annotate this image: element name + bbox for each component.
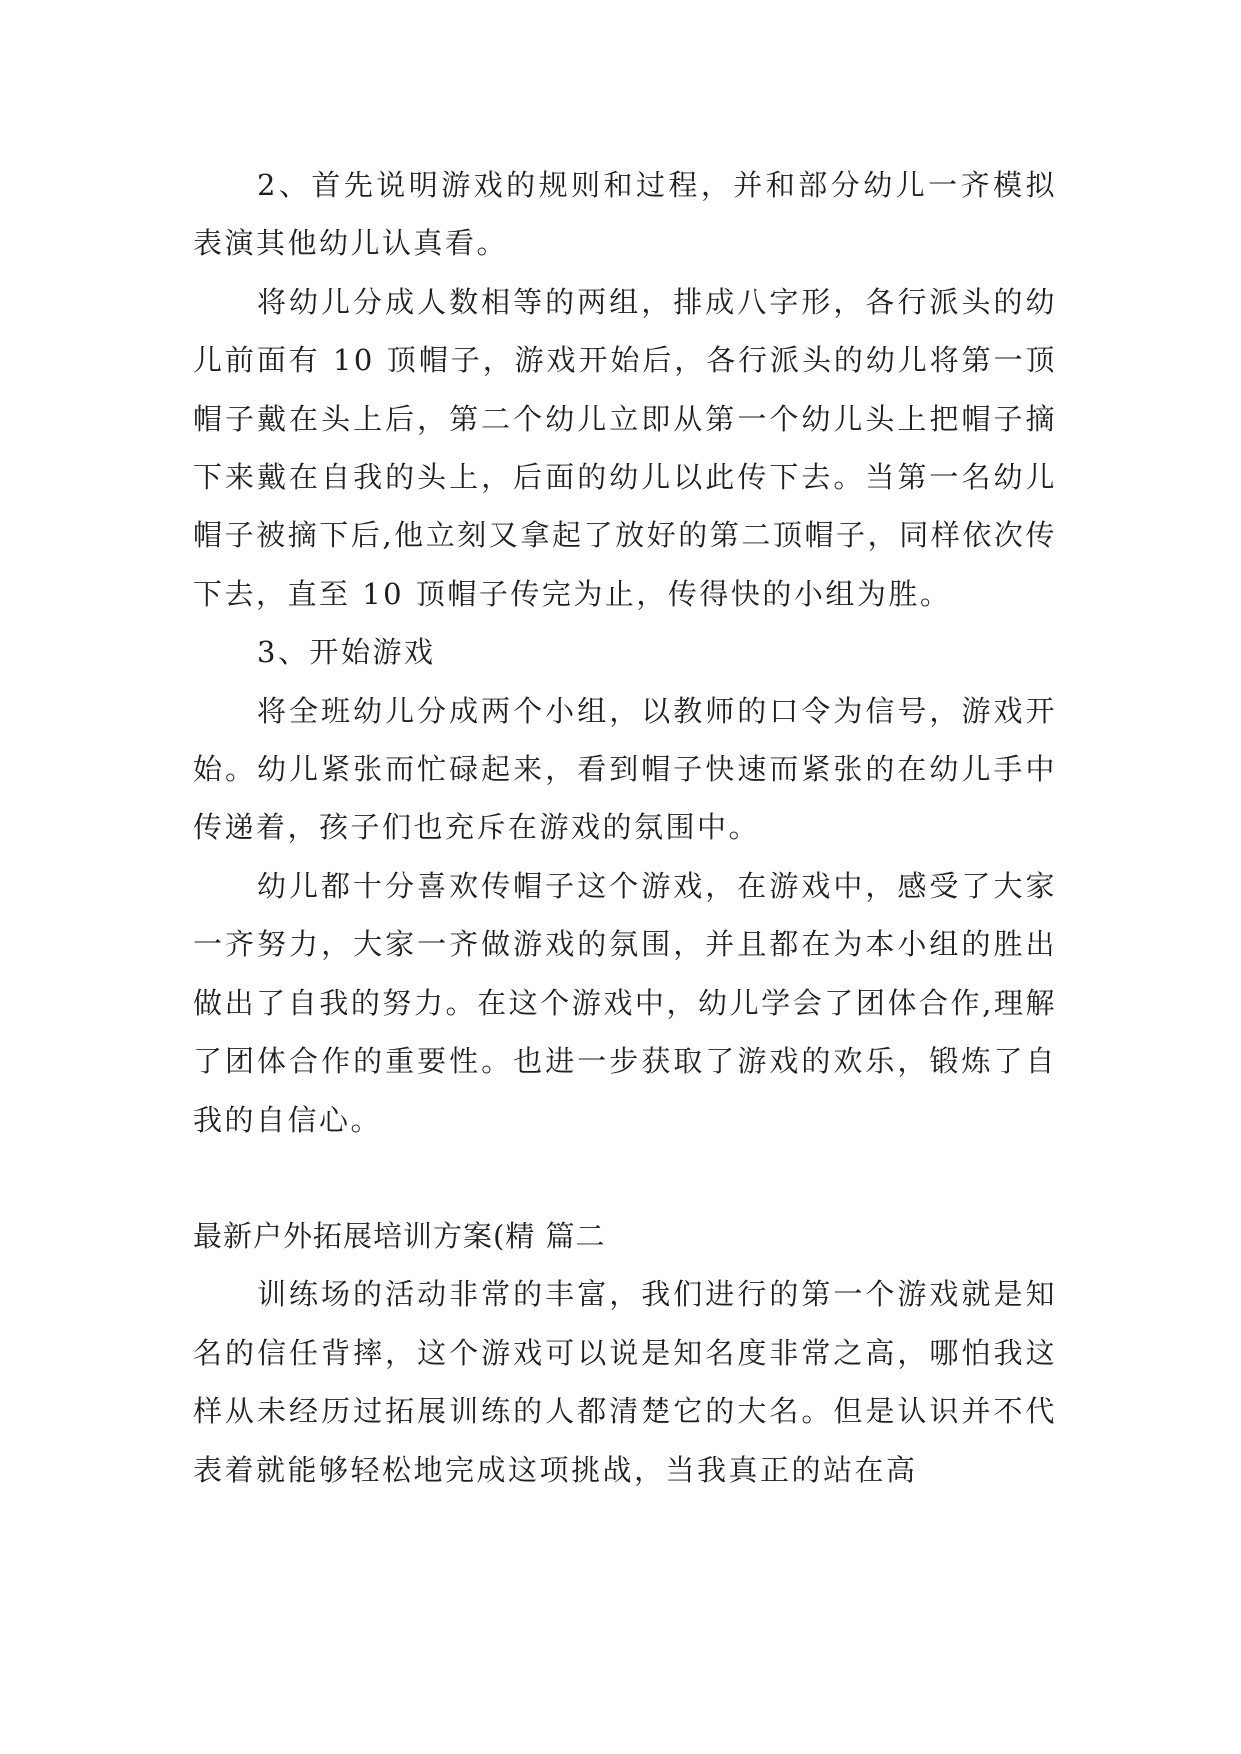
paragraph-rule-intro: 2、首先说明游戏的规则和过程，并和部分幼儿一齐模拟表演其他幼儿认真看。 — [193, 168, 1057, 261]
section-heading: 最新户外拓展培训方案(精 篇二 — [193, 1218, 606, 1253]
document-body — [193, 156, 1057, 1499]
paragraph-reflection: 幼儿都十分喜欢传帽子这个游戏，在游戏中，感受了大家一齐努力，大家一齐做游戏的氛围，并且都在为本小组的胜出做出了自我的努力。在这个游戏中，幼儿学会了团体合作,理解了团体合作的重要性。也进一步获取了游戏的欢乐，锻炼了自我的自信心。 — [193, 868, 1057, 1137]
section-spacer — [193, 1149, 1057, 1207]
paragraph-start-game-heading: 3、开始游戏 — [257, 635, 436, 670]
paragraph-training-intro: 训练场的活动非常的丰富，我们进行的第一个游戏就是知名的信任背摔，这个游戏可以说是知名度非常之高，哪怕我这样从未经历过拓展训练的人都清楚它的大名。但是认识并不代表着就能够轻松地完成这项挑战，当我真正的站在高 — [193, 1277, 1057, 1487]
paragraph-game-start: 将全班幼儿分成两个小组，以教师的口令为信号，游戏开始。幼儿紧张而忙碌起来，看到帽子快速而紧张的在幼儿手中传递着，孩子们也充斥在游戏的氛围中。 — [193, 693, 1057, 845]
paragraph-game-procedure: 将幼儿分成人数相等的两组，排成八字形，各行派头的幼儿前面有 10 顶帽子，游戏开始后，各行派头的幼儿将第一顶帽子戴在头上后，第二个幼儿立即从第一个幼儿头上把帽子摘下来戴在自我的头上，后面的幼儿以此传下去。当第一名幼儿帽子被摘下后,他立刻又拿起了放好的第二顶帽子，同样依次传下去，直至 10 顶帽子传完为止，传得快的小组为胜。 — [193, 284, 1057, 611]
